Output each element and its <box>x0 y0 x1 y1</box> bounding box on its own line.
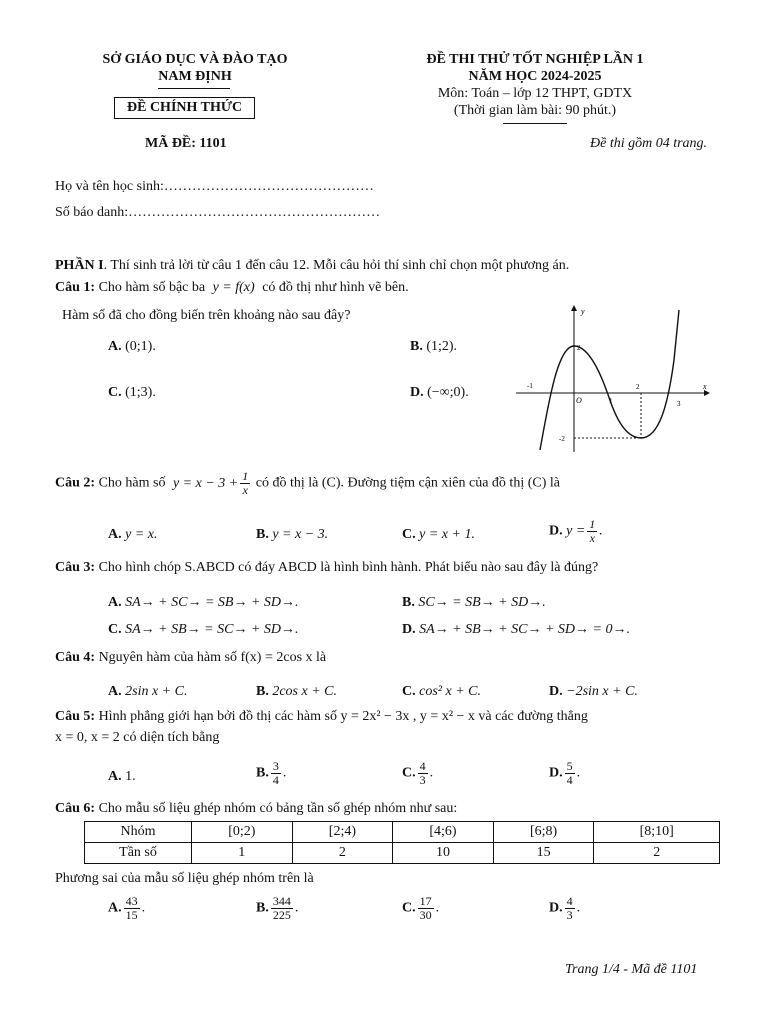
frequency-table <box>84 821 720 864</box>
q4-option-d[interactable]: D. −2sin x + C. <box>549 684 638 699</box>
official-label: ĐỀ CHÍNH THỨC <box>114 97 255 119</box>
q3-option-a[interactable]: A. SA→ + SC→ = SB→ + SD→. <box>108 595 299 610</box>
school-year: NĂM HỌC 2024-2025 <box>468 69 602 84</box>
student-id-line <box>55 205 380 221</box>
q5-stem-line1 <box>55 709 588 725</box>
part1-instruction: . Thí sinh trả lời từ câu 1 đến câu 12. Mỗi câu hỏi thí sinh chỉ chọn một phương án. <box>103 258 570 273</box>
student-id-label: Số báo danh: <box>55 205 129 220</box>
q2-option-c[interactable]: C. y = x + 1. <box>402 527 475 542</box>
q1-text-a: Cho hàm số bậc ba <box>98 280 206 295</box>
q6-stem <box>55 801 457 817</box>
subject: Môn: Toán – lớp 12 THPT, GDTX <box>437 86 633 101</box>
q1-option-c[interactable]: C. (1;3). <box>108 385 156 400</box>
department-line1: SỞ GIÁO DỤC VÀ ĐÀO TẠO <box>102 52 288 67</box>
table-cell: Tần số <box>85 843 192 864</box>
student-name-field[interactable]: ……………………………………… <box>163 179 374 194</box>
tick-neg1: -1 <box>527 382 533 390</box>
q2-option-b[interactable]: B. y = x − 3. <box>256 527 329 542</box>
q4-label: Câu 4: <box>55 650 96 665</box>
q6-option-a[interactable]: A. $\frac{43}{15}$ . <box>108 894 146 922</box>
q6-text: Cho mẫu số liệu ghép nhóm có bảng tần số ghép nhóm như sau: <box>98 801 458 816</box>
q1-cubic-graph <box>513 300 713 455</box>
q2-text-b: có đồ thị là (C). Đường tiệm cận xiên của đồ thị (C) là <box>255 475 560 491</box>
q4-option-a[interactable]: A. 2sin x + C. <box>108 684 188 699</box>
q1-option-b[interactable]: B. (1;2). <box>410 339 458 354</box>
table-cell: Nhóm <box>85 822 192 843</box>
page-footer: Trang 1/4 - Mã đề 1101 <box>565 962 698 977</box>
q6-prompt: Phương sai của mẫu số liệu ghép nhóm trên là <box>55 871 314 886</box>
table-cell: 15 <box>493 843 594 864</box>
table-cell: 2 <box>594 843 720 864</box>
q1-text-b: có đồ thị như hình vẽ bên. <box>262 280 409 295</box>
q1-prompt: Hàm số đã cho đồng biến trên khoảng nào sau đây? <box>62 308 351 323</box>
duration: (Thời gian làm bài: 90 phút.) <box>453 103 617 118</box>
q5-option-b[interactable]: B. $\frac{3}{4}$ . <box>256 759 287 787</box>
q5-option-a[interactable]: A. 1. <box>108 769 136 784</box>
q3-option-b[interactable]: B. SC→ = SB→ + SD→. <box>402 595 546 610</box>
exam-title: ĐỀ THI THỬ TỐT NGHIỆP LẦN 1 <box>426 52 644 67</box>
q2-option-d[interactable]: D. y = $\frac{1}{x}$ . <box>549 517 603 545</box>
table-cell: 10 <box>393 843 494 864</box>
header-rule-right <box>503 123 567 124</box>
cubic-curve <box>540 310 679 450</box>
ytick-2: 2 <box>577 344 581 352</box>
table-cell: [2;4) <box>292 822 393 843</box>
x-axis-label: x <box>703 382 707 391</box>
part1-heading <box>55 258 569 274</box>
student-name-line <box>55 179 374 195</box>
q1-func: y = f(x) <box>212 280 255 295</box>
table-cell: [6;8) <box>493 822 594 843</box>
q1-option-a[interactable]: A. (0;1). <box>108 339 156 354</box>
q2-label: Câu 2: <box>55 475 96 491</box>
q4-option-b[interactable]: B. 2cos x + C. <box>256 684 338 699</box>
q3-option-c[interactable]: C. SA→ + SB→ = SC→ + SD→. <box>108 622 299 637</box>
q3-text: Cho hình chóp S.ABCD có đáy ABCD là hình bình hành. Phát biểu nào sau đây là đúng? <box>98 560 599 575</box>
q4-option-c[interactable]: C. cos² x + C. <box>402 684 481 699</box>
table-cell: 2 <box>292 843 393 864</box>
tick-2: 2 <box>636 383 640 391</box>
y-axis-label: y <box>581 307 585 316</box>
origin-label: O <box>576 396 582 405</box>
q3-label: Câu 3: <box>55 560 96 575</box>
q5-text-line2: x = 0, x = 2 có diện tích bằng <box>55 730 220 745</box>
q6-label: Câu 6: <box>55 801 96 816</box>
table-row <box>85 843 720 864</box>
q2-text-a: Cho hàm số <box>98 475 166 491</box>
table-cell: [8;10] <box>594 822 720 843</box>
q4-stem <box>55 650 326 666</box>
q6-option-c[interactable]: C. $\frac{17}{30}$ . <box>402 894 440 922</box>
q1-option-d[interactable]: D. (−∞;0). <box>410 385 469 400</box>
q1-label: Câu 1: <box>55 280 96 295</box>
q5-text-line1: Hình phẳng giới hạn bởi đồ thị các hàm số y = 2x² − 3x , y = x² − x và các đường thẳng <box>98 709 588 724</box>
q1-stem <box>55 280 409 296</box>
table-header-row <box>85 822 720 843</box>
q5-option-c[interactable]: C. $\frac{4}{3}$ . <box>402 759 434 787</box>
q2-stem <box>55 470 560 497</box>
q6-option-b[interactable]: B. $\frac{344}{225}$ . <box>256 894 299 922</box>
table-cell: 1 <box>192 843 293 864</box>
part1-title: PHẦN I <box>55 258 104 273</box>
q6-option-d[interactable]: D. $\frac{4}{3}$ . <box>549 894 581 922</box>
student-id-field[interactable]: ……………………………………………… <box>128 205 381 220</box>
q3-option-d[interactable]: D. SA→ + SB→ + SC→ + SD→ = 0→. <box>402 622 630 637</box>
q5-option-d[interactable]: D. $\frac{5}{4}$ . <box>549 759 581 787</box>
tick-3: 3 <box>677 400 681 408</box>
department-line2: NAM ĐỊNH <box>158 69 232 84</box>
student-name-label: Họ và tên học sinh: <box>55 179 164 194</box>
q2-frac: $\frac{1}{x}$ <box>242 469 249 497</box>
q2-func: y = x − 3 + <box>172 475 239 491</box>
q2-option-a[interactable]: A. y = x. <box>108 527 158 542</box>
table-cell: [4;6) <box>393 822 494 843</box>
tick-1: 1 <box>609 397 613 405</box>
ytick-neg2: -2 <box>559 435 565 443</box>
exam-code: MÃ ĐỀ: 1101 <box>145 136 227 151</box>
header-rule <box>158 88 230 89</box>
table-cell: [0;2) <box>192 822 293 843</box>
q3-stem <box>55 560 598 576</box>
q5-label: Câu 5: <box>55 709 96 724</box>
q4-text: Nguyên hàm của hàm số f(x) = 2cos x là <box>98 650 327 665</box>
page-count: Đề thi gồm 04 trang. <box>590 136 708 151</box>
